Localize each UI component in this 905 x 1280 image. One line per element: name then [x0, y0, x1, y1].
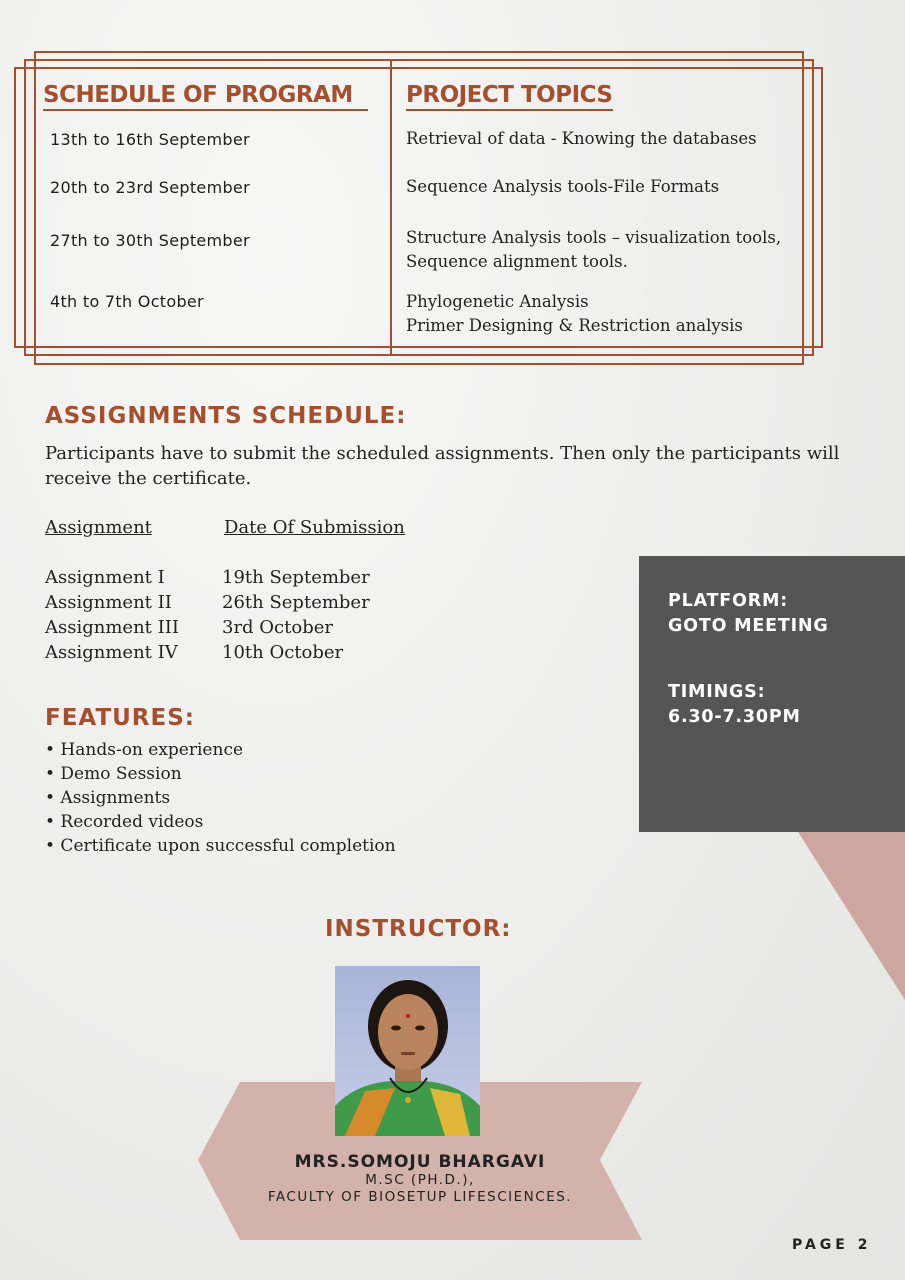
assignment-name-4: Assignment IV	[45, 642, 178, 663]
date-column-header: Date Of Submission	[224, 517, 405, 538]
platform-label: PLATFORM:	[668, 591, 789, 611]
feature-item-4: • Recorded videos	[45, 812, 204, 832]
feature-item-5: • Certificate upon successful completion	[45, 836, 396, 856]
topic-3-line-2: Sequence alignment tools.	[406, 252, 628, 271]
schedule-date-2: 20th to 23rd September	[50, 178, 250, 197]
assignment-name-1: Assignment I	[45, 567, 165, 588]
topic-1: Retrieval of data - Knowing the databases	[406, 129, 757, 148]
assignment-date-3: 3rd October	[222, 617, 333, 638]
assignment-date-2: 26th September	[222, 592, 370, 613]
instructor-heading: INSTRUCTOR:	[325, 916, 512, 942]
timings-value: 6.30-7.30PM	[668, 707, 801, 727]
assignment-name-2: Assignment II	[45, 592, 172, 613]
feature-item-1: • Hands-on experience	[45, 740, 244, 760]
schedule-date-3: 27th to 30th September	[50, 231, 250, 250]
schedule-date-4: 4th to 7th October	[50, 292, 204, 311]
page-number: PAGE 2	[792, 1237, 872, 1253]
topic-4-line-2: Primer Designing & Restriction analysis	[406, 316, 743, 335]
instructor-name: MRS.SOMOJU BHARGAVI	[294, 1152, 546, 1172]
topic-3-line-1: Structure Analysis tools – visualization tools,	[406, 228, 782, 247]
feature-item-2: • Demo Session	[45, 764, 182, 784]
instructor-photo	[335, 966, 480, 1136]
assignment-date-1: 19th September	[222, 567, 370, 588]
timings-label: TIMINGS:	[668, 682, 766, 702]
schedule-heading: SCHEDULE OF PROGRAM	[43, 82, 368, 111]
assignment-name-3: Assignment III	[45, 617, 179, 638]
instructor-affiliation: FACULTY OF BIOSETUP LIFESCIENCES.	[267, 1189, 573, 1205]
assignment-column-header: Assignment	[45, 517, 152, 538]
assignments-heading: ASSIGNMENTS SCHEDULE:	[45, 403, 407, 429]
assignments-description: Participants have to submit the scheduled assignments. Then only the participants will receive the certificate.	[45, 443, 840, 489]
topics-heading: PROJECT TOPICS	[406, 82, 613, 111]
instructor-degree: M.SC (PH.D.),	[365, 1172, 475, 1188]
features-heading: FEATURES:	[45, 705, 195, 731]
feature-item-3: • Assignments	[45, 788, 171, 808]
assignment-date-4: 10th October	[222, 642, 344, 663]
topic-4-line-1: Phylogenetic Analysis	[406, 292, 589, 311]
platform-value: GOTO MEETING	[668, 616, 829, 636]
schedule-date-1: 13th to 16th September	[50, 130, 250, 149]
topic-2: Sequence Analysis tools-File Formats	[406, 177, 720, 196]
